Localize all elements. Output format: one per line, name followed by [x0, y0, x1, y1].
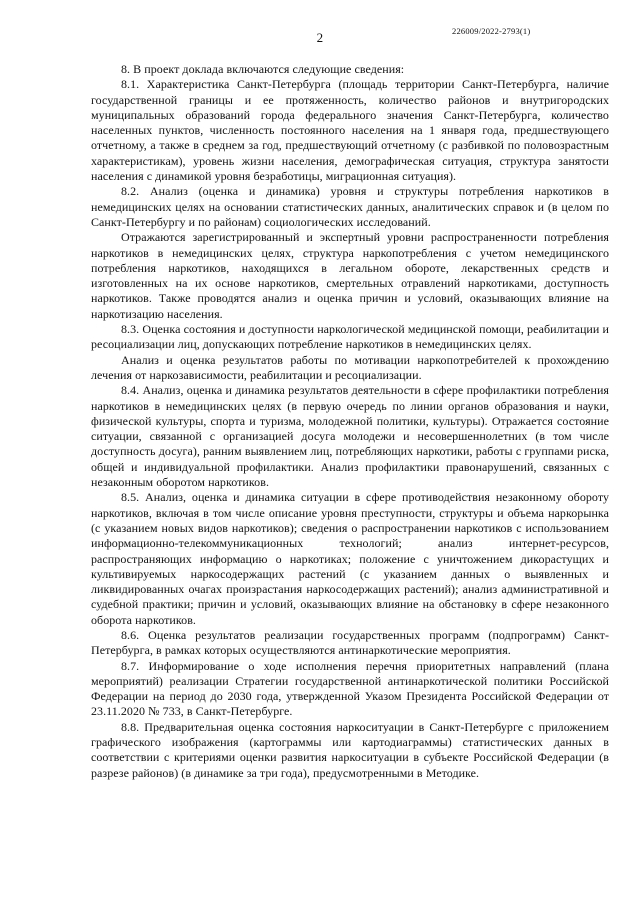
paragraph-8-3-details: Анализ и оценка результатов работы по мотивации наркопотребителей к прохождению лечения от наркозависимости, реабилитации и ресоциализации.	[91, 352, 609, 382]
paragraph-8-4: 8.4. Анализ, оценка и динамика результатов деятельности в сфере профилактики потребления наркотиков в немедицинских целях (в первую очередь по линии органов образования и науки, физической культуры, спорта и туризма, молодежной политики, культуры). Отражается состояние ситуации, связанной с организацией досуга молодежи и несовершеннолетних (в том числе доступность досуга), ранним выявлением лиц, потребляющих наркотики, работы с группами риска, общей и индивидуальной профилактики. Анализ профилактики правонарушений, связанных с незаконным оборотом наркотиков.	[91, 383, 609, 490]
paragraph-8: 8. В проект доклада включаются следующие сведения:	[121, 62, 405, 76]
paragraph-8-1: 8.1. Характеристика Санкт-Петербурга (площадь территории Санкт-Петербурга, наличие государственной границы и ее протяженность, количество районов и внутригородских муниципальных образований города федерального значения Санкт-Петербурга, количество населенных пунктов, численность постоянного населения на 1 января года, предшествующего отчетному, а также в среднем за год, предшествующий отчетному (с разбивкой по половозрастным характеристикам), уровень жизни населения, демографическая ситуация, структура занятости населения с динамикой уровня безработицы, миграционная ситуация).	[91, 77, 609, 184]
page-number: 2	[316, 30, 324, 45]
paragraph-8-2: 8.2. Анализ (оценка и динамика) уровня и структуры потребления наркотиков в немедицинских целях на основании статистических данных, аналитических справок и (в целом по Санкт-Петербургу и по районам) социологических исследований.	[91, 184, 609, 229]
paragraph-8-6: 8.6. Оценка результатов реализации государственных программ (подпрограмм) Санкт-Петербурга, в рамках которых осуществляются антинаркотические мероприятия.	[91, 627, 609, 658]
document-registration-number: 226009/2022-2793(1)	[452, 26, 531, 36]
paragraph-8-7: 8.7. Информирование о ходе исполнения перечня приоритетных направлений (плана мероприятий) реализации Стратегии государственной антинаркотической политики Российской Федерации на период до 2030 года, утвержденной Указом Президента Российской Федерации от 23.11.2020 № 733, в Санкт-Петербурге.	[91, 658, 609, 719]
document-body	[91, 62, 609, 781]
paragraph-8-8: 8.8. Предварительная оценка состояния наркоситуации в Санкт-Петербурге с приложением графического изображения (картограммы или картодиаграммы) статистических данных в соответствии с критериями оценки развития наркоситуации в субъекте Российской Федерации (в разрезе районов) (в динамике за три года), предусмотренными в Методике.	[91, 719, 609, 780]
paragraph-8-3: 8.3. Оценка состояния и доступности наркологической медицинской помощи, реабилитации и ресоциализации лиц, допускающих потребление наркотиков в немедицинских целях.	[91, 322, 609, 352]
paragraph-8-2-details: Отражаются зарегистрированный и экспертный уровни распространенности потребления наркотиков в немедицинских целях, структура наркопотребления с учетом немедицинского потребления наркотиков, находящихся в легальном обороте, лекарственных средств и изготовленных на их основе наркотиков, смертельных отравлений наркотиками, доступность наркотиков. Также проводятся анализ и оценка причин и условий, оказывающих влияние на наркотизацию населения.	[91, 230, 609, 321]
paragraph-8-5: 8.5. Анализ, оценка и динамика ситуации в сфере противодействия незаконному обороту наркотиков, включая в том числе описание уровня преступности, структуры и объема наркорынка (с указанием новых видов наркотиков); сведения о распространении наркотиков с использованием информационно-телекоммуникационных технологий; анализ интернет-ресурсов, распространяющих информацию о наркотиках; положение с уничтожением дикорастущих и культивируемых наркосодержащих растений (с указанием данных о выявленных и ликвидированных очагах произрастания наркосодержащих растений); анализ административной и судебной практики; причин и условий, оказывающих влияние на обстановку в сфере незаконного оборота наркотиков.	[91, 490, 609, 627]
